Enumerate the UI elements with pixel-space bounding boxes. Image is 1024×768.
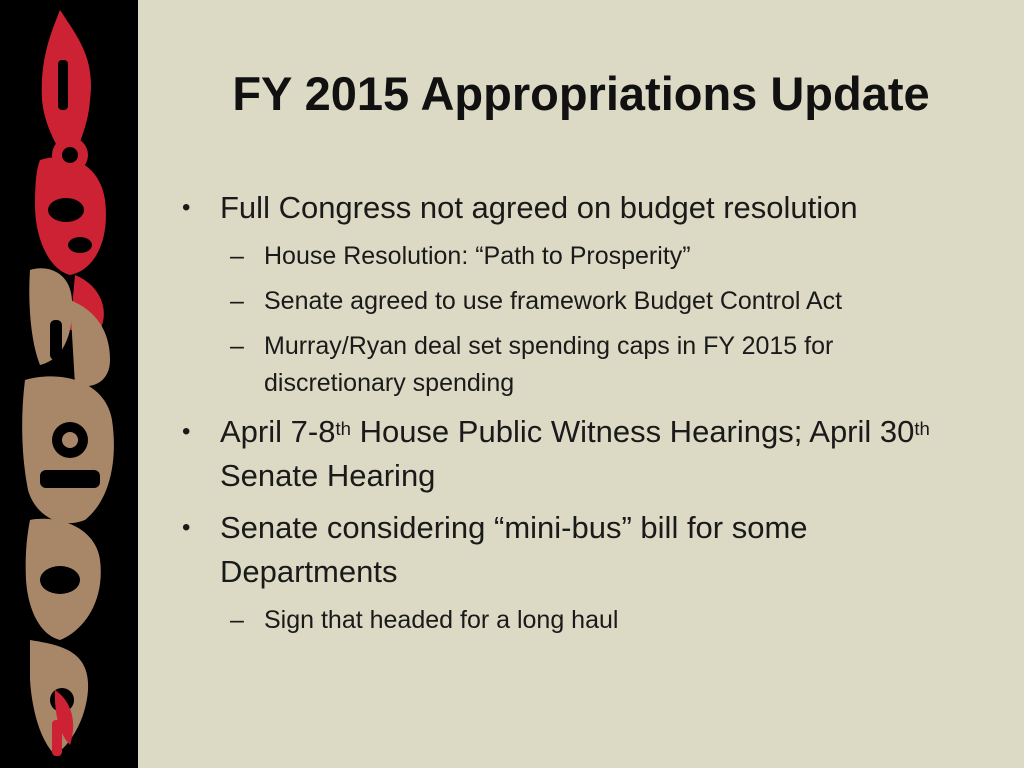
sub-bullet-item: [178, 238, 978, 275]
bullet-text: Senate considering “mini-bus” bill for some Departments: [220, 510, 808, 589]
superscript: th: [914, 417, 930, 439]
totem-art-icon: [0, 0, 138, 768]
sub-bullet-marker: –: [230, 287, 244, 315]
sub-bullet-text: Sign that headed for a long haul: [264, 606, 619, 634]
bullet-item: [178, 186, 978, 230]
slide-title: FY 2015 Appropriations Update: [232, 67, 930, 120]
sub-bullet-item: [178, 283, 978, 320]
bullet-item: [178, 506, 978, 594]
sub-bullet-item: [178, 602, 978, 639]
sub-bullet-marker: –: [230, 332, 244, 360]
bullet-text-part: House Public Witness Hearings; April 30: [350, 414, 915, 449]
sub-bullet-text: Murray/Ryan deal set spending caps in FY 2015 for discretionary spending: [264, 332, 834, 397]
bullet-marker: •: [182, 514, 191, 541]
slide-content: [178, 186, 978, 647]
bullet-text-part: Senate Hearing: [220, 458, 436, 493]
sub-bullet-text: House Resolution: “Path to Prosperity”: [264, 242, 691, 270]
sub-bullet-text: Senate agreed to use framework Budget Control Act: [264, 287, 843, 315]
totem-art-strip: [0, 0, 138, 768]
sub-bullet-marker: –: [230, 606, 244, 634]
bullet-text: Full Congress not agreed on budget resolution: [220, 190, 858, 225]
sub-bullet-item: [178, 328, 978, 402]
superscript: th: [335, 417, 351, 439]
sub-bullet-marker: –: [230, 242, 244, 270]
sub-bullet-list: [178, 602, 978, 639]
bullet-marker: •: [182, 194, 191, 221]
bullet-marker: •: [182, 418, 191, 445]
bullet-text-part: April 7-8: [220, 414, 336, 449]
sub-bullet-list: [178, 238, 978, 402]
bullet-item: [178, 410, 978, 498]
